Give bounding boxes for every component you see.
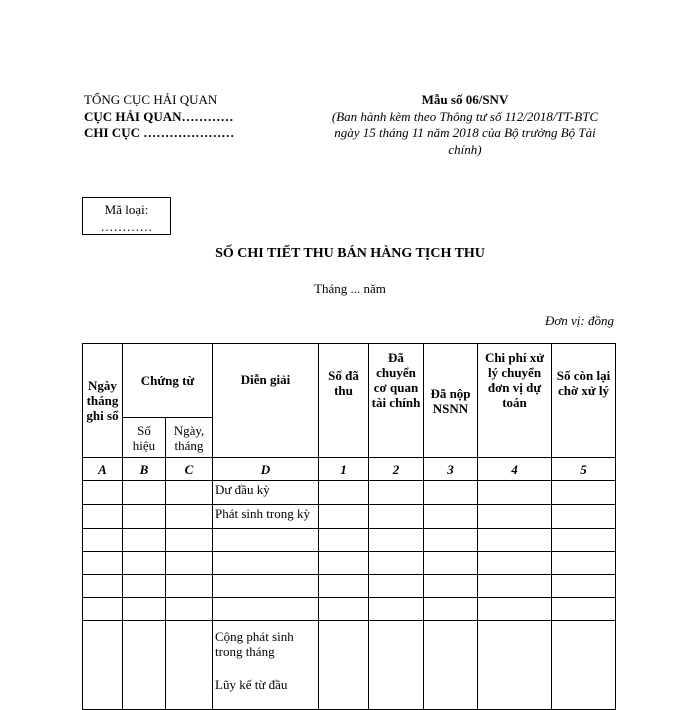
- code-label: Mã loại:: [104, 202, 149, 217]
- opening-balance-label: Dư đầu kỳ: [213, 481, 319, 505]
- column-code: 1: [319, 458, 369, 481]
- column-code: 2: [369, 458, 424, 481]
- table-row: [83, 529, 616, 552]
- header-transferred: Đã chuyển cơ quan tài chính: [369, 344, 424, 458]
- table-row: [83, 481, 616, 505]
- header-voucher: Chứng từ: [123, 344, 213, 418]
- code-box: [82, 197, 171, 235]
- document-title: SỐ CHI TIẾT THU BÁN HÀNG TỊCH THU: [215, 246, 485, 261]
- header-voucher-no: Số hiệu: [123, 418, 166, 458]
- header-cost: Chi phí xử lý chuyển đơn vị dự toán: [478, 344, 552, 458]
- column-code: D: [213, 458, 319, 481]
- arising-label: Phát sinh trong kỳ: [213, 505, 319, 529]
- general-department: TỔNG CỤC HẢI QUAN: [84, 92, 218, 107]
- month-total-label: Cộng phát sinh trong tháng: [215, 629, 294, 659]
- totals-cell: [213, 621, 319, 710]
- code-dots: …………: [100, 219, 153, 234]
- column-code: 4: [478, 458, 552, 481]
- header-record-date: Ngày tháng ghi sổ: [83, 344, 123, 458]
- cumulative-label: Lũy kế từ đầu: [215, 677, 288, 692]
- unit-line: Đơn vị: đồng: [544, 313, 614, 328]
- form-header: [300, 92, 630, 158]
- department: CỤC HẢI QUAN…………: [84, 108, 234, 124]
- column-code: A: [83, 458, 123, 481]
- header-description: Diễn giải: [213, 344, 319, 458]
- header-paid-nsnn: Đã nộp NSNN: [424, 344, 478, 458]
- column-code: C: [166, 458, 213, 481]
- period-line: Tháng ... năm: [314, 281, 386, 296]
- table-row: [83, 505, 616, 529]
- form-note-line3: chính): [448, 141, 482, 157]
- table-row: [83, 552, 616, 575]
- column-code: 5: [552, 458, 616, 481]
- form-note-line1: (Ban hành kèm theo Thông tư số 112/2018/TT-BTC: [331, 108, 599, 124]
- header-voucher-date: Ngày, tháng: [166, 418, 213, 458]
- ledger-table: [82, 343, 616, 710]
- table-row: [83, 598, 616, 621]
- table-row: [83, 575, 616, 598]
- branch: CHI CỤC …………………: [84, 125, 235, 140]
- header-collected: Số đã thu: [319, 344, 369, 458]
- column-code-row: [83, 458, 616, 481]
- agency-header: [84, 92, 234, 142]
- form-number: Mẫu số 06/SNV: [421, 92, 509, 107]
- column-code: B: [123, 458, 166, 481]
- header-remaining: Số còn lại chờ xử lý: [552, 344, 616, 458]
- column-code: 3: [424, 458, 478, 481]
- form-note-line2: ngày 15 tháng 11 năm 2018 của Bộ trưởng Bộ Tài: [334, 125, 596, 140]
- table-row: [83, 621, 616, 710]
